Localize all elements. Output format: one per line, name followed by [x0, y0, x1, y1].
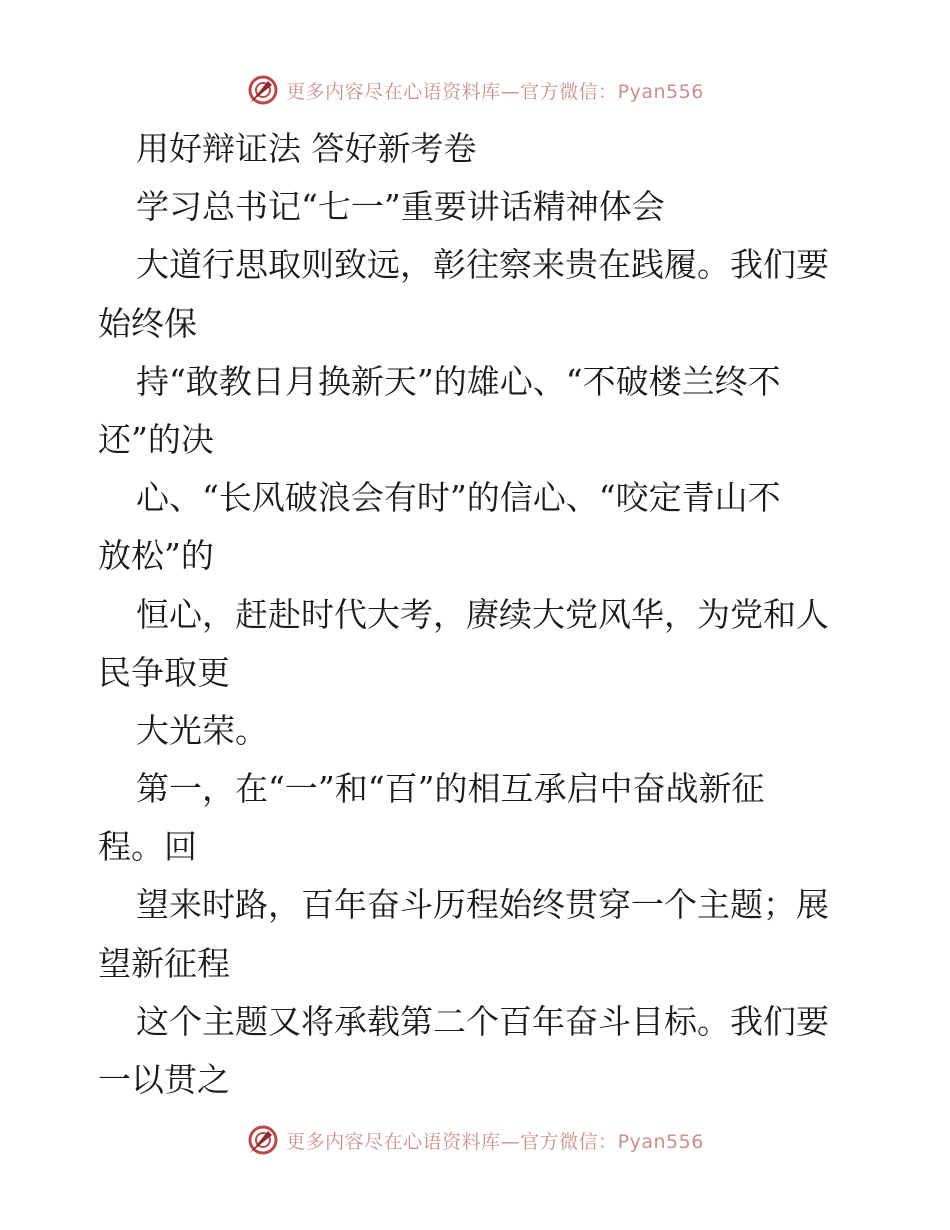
text-line: 民争取更: [98, 652, 230, 692]
text-line: 程。回: [98, 827, 197, 867]
text-line: 大道行思取则致远，彰往察来贵在践履。我们要: [136, 245, 829, 285]
pen-logo-icon: [246, 73, 280, 107]
text-line: 放松”的: [98, 536, 214, 576]
text-line: 持“敢教日月换新天”的雄心、“不破楼兰终不: [136, 361, 781, 401]
text-line: 恒心，赶赴时代大考，赓续大党风华，为党和人: [136, 594, 829, 634]
text-line: 这个主题又将承载第二个百年奋斗目标。我们要: [136, 1001, 829, 1041]
document-body: [98, 120, 858, 1109]
text-line: 心、“长风破浪会有时”的信心、“咬定青山不: [136, 478, 781, 518]
text-line: 用好辩证法 答好新考卷: [136, 129, 477, 168]
pen-logo-icon: [246, 1123, 280, 1157]
header-banner-text: 更多内容尽在心语资料库—官方微信：Pyan556: [286, 80, 704, 103]
text-line: 一以贯之: [98, 1060, 230, 1099]
header-banner: [0, 70, 950, 110]
footer-banner-text: 更多内容尽在心语资料库—官方微信：Pyan556: [286, 1130, 704, 1153]
text-line: 始终保: [98, 303, 197, 343]
text-line: 第一，在“一”和“百”的相互承启中奋战新征: [136, 769, 765, 809]
text-line: 望新征程: [98, 943, 230, 983]
text-line: 学习总书记“七一”重要讲话精神体会: [136, 187, 665, 227]
footer-banner: [0, 1120, 950, 1160]
text-line: 大光荣。: [136, 710, 268, 750]
text-line: 还”的决: [98, 419, 214, 459]
text-line: 望来时路，百年奋斗历程始终贯穿一个主题；展: [136, 885, 829, 925]
